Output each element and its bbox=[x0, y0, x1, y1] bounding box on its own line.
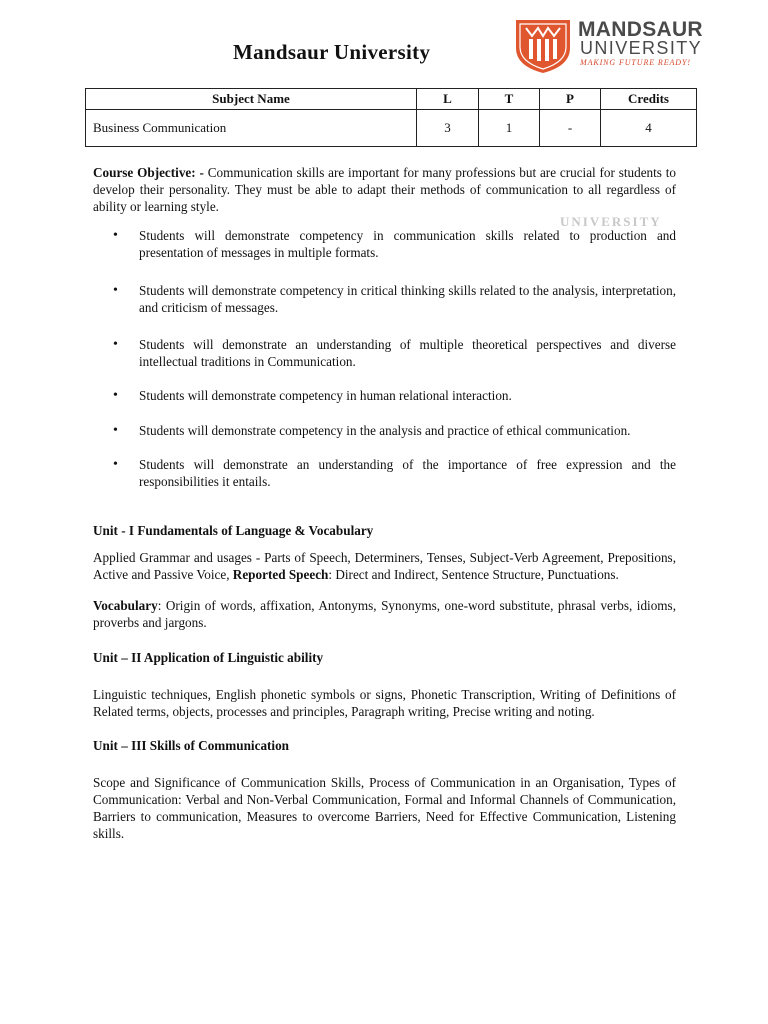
unit-1-text-a: Applied Grammar and usages - Parts of Speech, Determiners, Tenses, Subject-Verb Agreement, Prepositions, Active and Passive Voice, bbox=[93, 550, 676, 582]
university-title: Mandsaur University bbox=[233, 40, 431, 64]
cell-subject-name: Business Communication bbox=[86, 110, 417, 147]
cell-credits: 4 bbox=[601, 110, 697, 147]
subject-table bbox=[85, 88, 697, 147]
unit-2-heading: Unit – II Application of Linguistic ability bbox=[93, 650, 324, 665]
header-l: L bbox=[417, 89, 479, 110]
header-p: P bbox=[540, 89, 601, 110]
list-item: • Students will demonstrate competency in the analysis and practice of ethical communication. bbox=[93, 422, 676, 439]
course-objective-label: Course Objective: - bbox=[93, 165, 204, 180]
watermark: UNIVERSITY bbox=[560, 214, 662, 229]
unit-1-vocabulary-text bbox=[93, 597, 676, 631]
course-objective bbox=[93, 164, 676, 215]
course-objective-text: Communication skills are important for many professions but are crucial for students to develop their personality. They must be able to adapt their methods of communication to all regardless of ability or learning style. bbox=[93, 165, 677, 214]
logo-name: MANDSAUR bbox=[578, 18, 703, 41]
cell-p: - bbox=[540, 110, 601, 147]
unit-3-heading: Unit – III Skills of Communication bbox=[93, 738, 290, 753]
logo-tagline: MAKING FUTURE READY! bbox=[580, 58, 691, 67]
university-logo bbox=[512, 14, 722, 76]
vocabulary-text: : Origin of words, affixation, Antonyms, Synonyms, one-word substitute, phrasal verbs, idioms, proverbs and jargons. bbox=[93, 598, 676, 630]
list-item: • Students will demonstrate an understanding of the importance of free expression and the responsibilities it entails. bbox=[93, 456, 676, 490]
learning-outcomes-list bbox=[93, 227, 676, 490]
list-item: • Students will demonstrate competency in critical thinking skills related to the analysis, interpretation, and criticism of messages. bbox=[93, 282, 676, 316]
header-subject-name: Subject Name bbox=[86, 89, 417, 110]
vocabulary-term: Vocabulary bbox=[93, 598, 158, 613]
list-item: • Students will demonstrate competency in human relational interaction. bbox=[93, 387, 676, 404]
table-row bbox=[86, 110, 697, 147]
university-emblem-icon bbox=[512, 14, 574, 74]
unit-2-text: Linguistic techniques, English phonetic symbols or signs, Phonetic Transcription, Writing of Definitions of Related terms, objects, processes and principles, Paragraph writing, Precise writing and noting. bbox=[93, 687, 676, 719]
header-credits: Credits bbox=[601, 89, 697, 110]
unit-1-heading: Unit - I Fundamentals of Language & Vocabulary bbox=[93, 523, 374, 538]
list-item: • Students will demonstrate competency in communication skills related to production and presentation of messages in multiple formats. bbox=[93, 227, 676, 261]
syllabus-content bbox=[93, 164, 676, 842]
unit-1-grammar-text bbox=[93, 549, 676, 583]
cell-l: 3 bbox=[417, 110, 479, 147]
unit-3-text: Scope and Significance of Communication Skills, Process of Communication in an Organisation, Types of Communication: Verbal and Non-Verbal Communication, Formal and Informal Channels of Communication, Barriers to communication, Measures to overcome Barriers, Need for Effective Communication, Listening skills. bbox=[93, 775, 676, 841]
unit-1-text-b: : Direct and Indirect, Sentence Structure, Punctuations. bbox=[328, 567, 619, 582]
logo-subname: UNIVERSITY bbox=[580, 38, 703, 58]
list-item: • Students will demonstrate an understanding of multiple theoretical perspectives and diverse intellectual traditions in Communication. bbox=[93, 336, 676, 370]
reported-speech-term: Reported Speech bbox=[232, 567, 329, 582]
cell-t: 1 bbox=[479, 110, 540, 147]
table-header-row bbox=[86, 89, 697, 110]
header-t: T bbox=[479, 89, 540, 110]
